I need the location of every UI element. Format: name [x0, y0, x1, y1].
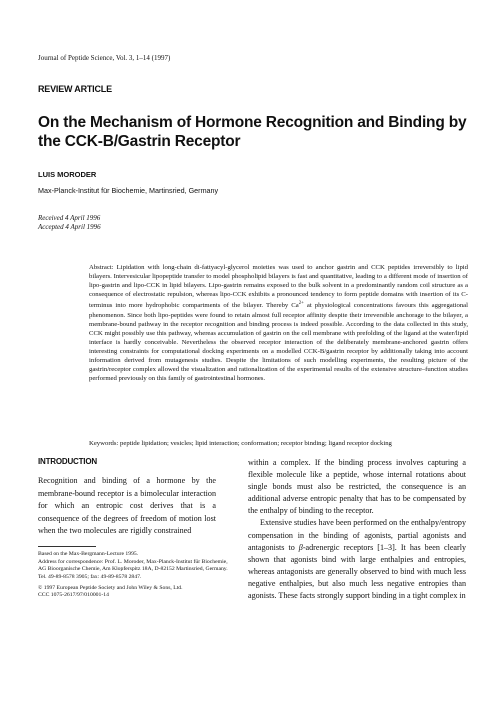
- article-dates: [38, 214, 101, 232]
- introduction-column-right: [248, 457, 466, 602]
- keywords: Keywords: peptide lipidation; vesicles; lipid interaction; conformation; receptor binding; ligand receptor docking: [89, 440, 392, 447]
- introduction-column-left: Recognition and binding of a hormone by the membrane-bound receptor is a bimolecular interaction for which an entropic cost derives that is a consequence of the degrees of freedom of motion lost when the two molecules are rigidly constrained: [38, 476, 216, 536]
- footnote-correspondence: Address for correspondence: Prof. L. Moroder, Max-Planck-Institut für Biochemie, AG Bioorganische Chemie, Am Klopferspitz 18A, D-82152 Martinsried, Germany. Tel. 49-89-8578 3905; fax: 49-89-8578 2847.: [38, 558, 228, 580]
- abstract-text-part1: Abstract: Lipidation with long-chain di-fattyacyl-glycerol moieties was used to anchor gastrin and CCK peptides irreversibly to lipid bilayers. Intervesicular lipopeptide transfer to model phospholipid bilayers is fast and quantitative, leading to a different mode of insertion of lipo-gastrin and lipo-CCK in lipid bilayers. Lipo-gastrin remains exposed to the bulk solvent in a predominantly random coil structure as a consequence of electrostatic repulsion, whereas lipo-CCK exhibits a pronounced tendency to form peptide domains with insertion of its C-terminus into more hydrophobic compartments of the bilayer. Thereby Ca: [89, 264, 468, 310]
- footnotes: [38, 551, 228, 600]
- accepted-date: Accepted 4 April 1996: [38, 223, 101, 231]
- intro-paragraph-1: within a complex. If the binding process involves capturing a flexible molecule like a peptide, whose internal rotations about single bonds must also be restricted, the consequence is an additional adverse entropic penalty that has to be compensated by the enthalpy of binding to the receptor.: [248, 458, 466, 516]
- received-date: Received 4 April 1996: [38, 214, 101, 222]
- article-title: On the Mechanism of Hormone Recognition and Binding by the CCK-B/Gastrin Receptor: [38, 114, 467, 150]
- introduction-heading: INTRODUCTION: [38, 457, 97, 466]
- copyright-notice: © 1997 European Peptide Society and John Wiley & Sons, Ltd.: [38, 584, 183, 591]
- journal-citation: Journal of Peptide Science, Vol. 3, 1–14 (1997): [38, 54, 171, 62]
- abstract: [89, 263, 468, 383]
- intro-paragraph-2: Extensive studies have been performed on the enthalpy/entropy compensation in the binding of agonists, partial agonists and antagonists to β-adrenergic receptors [1–3]. It has been clearly shown that agonists bind with large enthalpies and entropies, whereas antagonists are generally observed to bind with much less negative enthalpies, but also much less negative entropies than agonists. These facts strongly support binding in a tight complex in: [248, 518, 466, 601]
- beta-symbol: β: [298, 542, 303, 552]
- section-label: REVIEW ARTICLE: [38, 84, 112, 94]
- footnote-divider: [38, 546, 96, 547]
- footnote-lecture: Based on the Max-Bergmann-Lecture 1995.: [38, 551, 139, 557]
- ccc-code: CCC 1075-2617/97/010001-14: [38, 592, 109, 599]
- author-name: LUIS MORODER: [38, 170, 97, 179]
- abstract-text-part2: at physiological concentrations favours this aggregational phenomenon. Since both lipo-peptides were found to retain almost full receptor affinity despite their irreversible anchorage to the bilayer, a membrane-bound pathway in the receptor recognition and binding process is indeed possible. According to the data collected in this study, CCK might possibly use this pathway, whereas accumulation of gastrin on the cell membrane with prefolding of the ligand at the water/lipid interface is hardly conceivable. Nevertheless the observed receptor interaction of the deliberately membrane-anchored gastrin offers interesting constraints for computational docking experiments on a modelled CCK-B/gastrin receptor by additionally taking into account information derived from mutagenesis studies. Despite the limitations of such modelling experiments, the resulting picture of the gastrin/receptor complex allowed the visualization and rationalization of the experimental results of the extensive structure–function studies performed previously on this family of gastrointestinal hormones.: [89, 302, 469, 383]
- author-affiliation: Max-Planck-Institut für Biochemie, Martinsried, Germany: [38, 186, 219, 195]
- calcium-charge-superscript: 2+: [298, 301, 304, 307]
